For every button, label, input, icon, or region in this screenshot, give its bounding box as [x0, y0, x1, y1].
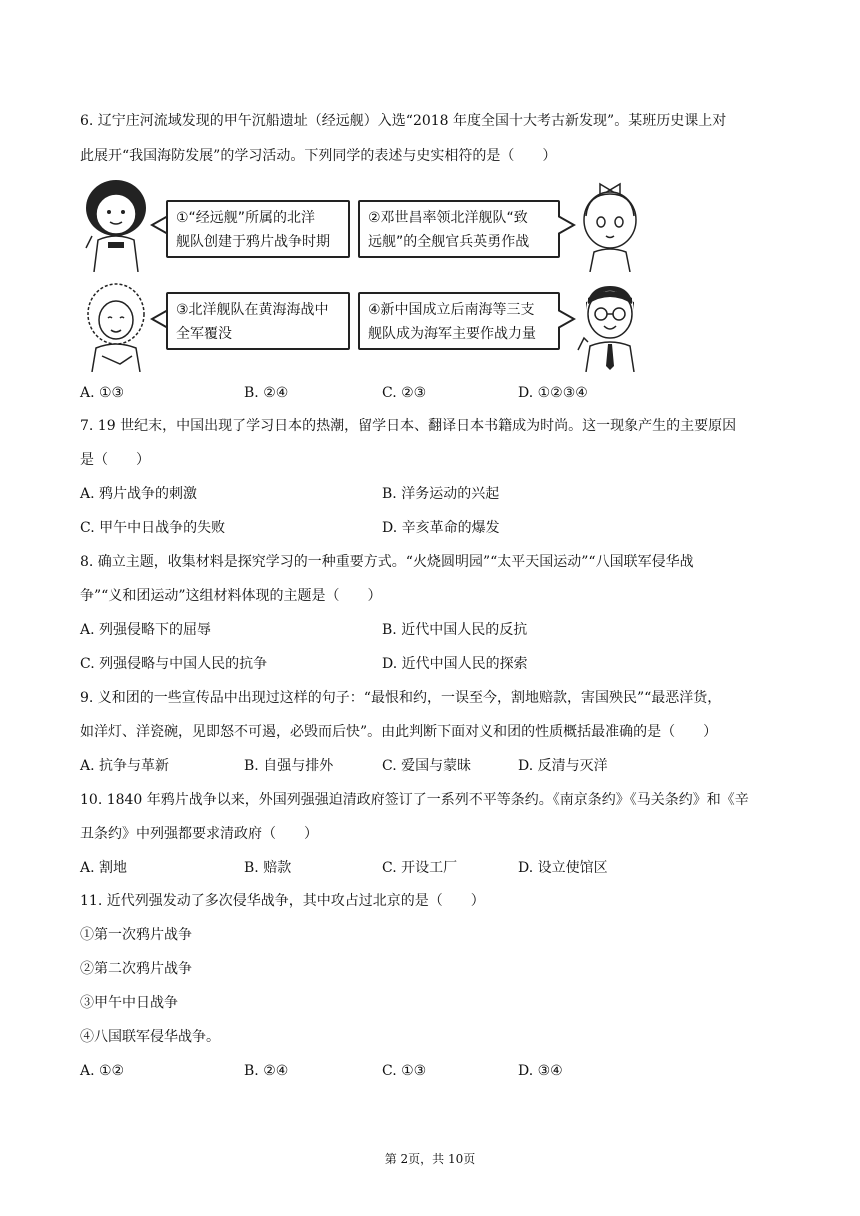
- q11-item-4: ④八国联军侵华战争。: [80, 1029, 220, 1045]
- q11-option-c[interactable]: C. ①③: [382, 1063, 427, 1079]
- q11-option-d[interactable]: D. ③④: [518, 1063, 563, 1079]
- girl-with-bow-icon: [574, 176, 646, 272]
- bubble-4-line2: 舰队成为海军主要作战力量: [368, 326, 536, 342]
- bubble-1-line1: ①“经远舰”所属的北洋: [176, 210, 316, 226]
- bubble-3-line2: 全军覆没: [176, 326, 232, 342]
- q10-option-b[interactable]: B. 赔款: [244, 860, 292, 876]
- speech-bubble-4: [358, 292, 560, 350]
- q8-option-b[interactable]: B. 近代中国人民的反抗: [382, 622, 528, 638]
- q11-item-2: ②第二次鸦片战争: [80, 961, 192, 977]
- bubble-3-line1: ③北洋舰队在黄海海战中: [176, 302, 329, 318]
- bubble-1-line2: 舰队创建于鸦片战争时期: [176, 234, 330, 250]
- q10-option-d[interactable]: D. 设立使馆区: [518, 860, 608, 876]
- q6-stem-line2: 此展开“我国海防发展”的学习活动。下列同学的表述与史实相符的是（ ）: [80, 148, 557, 164]
- q9-option-b[interactable]: B. 自强与排外: [244, 758, 334, 774]
- bubble-2-line1: ②邓世昌率领北洋舰队“致: [368, 210, 528, 226]
- speech-bubble-1: [166, 200, 350, 258]
- q6-stem-line1: 6. 辽宁庄河流域发现的甲午沉船遗址（经远舰）入选“2018 年度全国十大考古新发现”。某班历史课上对: [80, 113, 727, 129]
- girl-dark-hair-icon: [80, 176, 152, 272]
- curly-haired-woman-icon: [80, 280, 152, 372]
- q7-option-b[interactable]: B. 洋务运动的兴起: [382, 486, 500, 502]
- q10-stem-line1: 10. 1840 年鸦片战争以来，外国列强强迫清政府签订了一系列不平等条约。《南京条约》《马关条约》和《辛: [80, 792, 749, 808]
- q7-option-d[interactable]: D. 辛亥革命的爆发: [382, 520, 500, 536]
- q9-option-a[interactable]: A. 抗争与革新: [80, 758, 170, 774]
- q6-option-c[interactable]: C. ②③: [382, 385, 427, 401]
- q8-option-a[interactable]: A. 列强侵略下的屈辱: [80, 622, 212, 638]
- q9-option-c[interactable]: C. 爱国与蒙昧: [382, 758, 472, 774]
- q9-stem-line2: 如洋灯、洋瓷碗，见即怒不可遏，必毁而后快”。由此判断下面对义和团的性质概括最准确的是（ ）: [80, 724, 718, 740]
- q8-option-c[interactable]: C. 列强侵略与中国人民的抗争: [80, 656, 268, 672]
- boy-with-glasses-icon: [574, 280, 646, 372]
- q6-figure: [80, 176, 780, 372]
- q11-stem-line1: 11. 近代列强发动了多次侵华战争，其中攻占过北京的是（ ）: [80, 893, 485, 909]
- q11-item-1: ①第一次鸦片战争: [80, 927, 192, 943]
- q11-option-b[interactable]: B. ②④: [244, 1063, 289, 1079]
- q8-stem-line2: 争”“义和团运动”这组材料体现的主题是（ ）: [80, 588, 382, 604]
- q6-option-a[interactable]: A. ①③: [80, 385, 125, 401]
- bubble-4-line1: ④新中国成立后南海等三支: [368, 302, 535, 318]
- q10-stem-line2: 丑条约》中列强都要求清政府（ ）: [80, 826, 318, 842]
- speech-bubble-2: [358, 200, 560, 258]
- q6-option-d[interactable]: D. ①②③④: [518, 385, 588, 401]
- bubble-2-line2: 远舰”的全舰官兵英勇作战: [368, 234, 530, 250]
- q11-option-a[interactable]: A. ①②: [80, 1063, 125, 1079]
- speech-bubble-3: [166, 292, 350, 350]
- q9-stem-line1: 9. 义和团的一些宣传品中出现过这样的句子：“最恨和约，一误至今，割地赔款，害国殃民”“最恶洋货，: [80, 690, 722, 706]
- q10-option-c[interactable]: C. 开设工厂: [382, 860, 458, 876]
- q6-option-b[interactable]: B. ②④: [244, 385, 289, 401]
- q9-option-d[interactable]: D. 反清与灭洋: [518, 758, 608, 774]
- q11-item-3: ③甲午中日战争: [80, 995, 178, 1011]
- q7-stem-line1: 7. 19 世纪末，中国出现了学习日本的热潮，留学日本、翻译日本书籍成为时尚。这一现象产生的主要原因: [80, 418, 737, 434]
- q8-stem-line1: 8. 确立主题，收集材料是探究学习的一种重要方式。“火烧圆明园”“太平天国运动”“八国联军侵华战: [80, 554, 694, 570]
- q7-option-c[interactable]: C. 甲午中日战争的失败: [80, 520, 226, 536]
- q7-stem-line2: 是（ ）: [80, 452, 150, 468]
- q10-option-a[interactable]: A. 割地: [80, 860, 128, 876]
- q8-option-d[interactable]: D. 近代中国人民的探索: [382, 656, 528, 672]
- q7-option-a[interactable]: A. 鸦片战争的刺激: [80, 486, 198, 502]
- page-footer: 第 2页，共 10页: [384, 1152, 476, 1166]
